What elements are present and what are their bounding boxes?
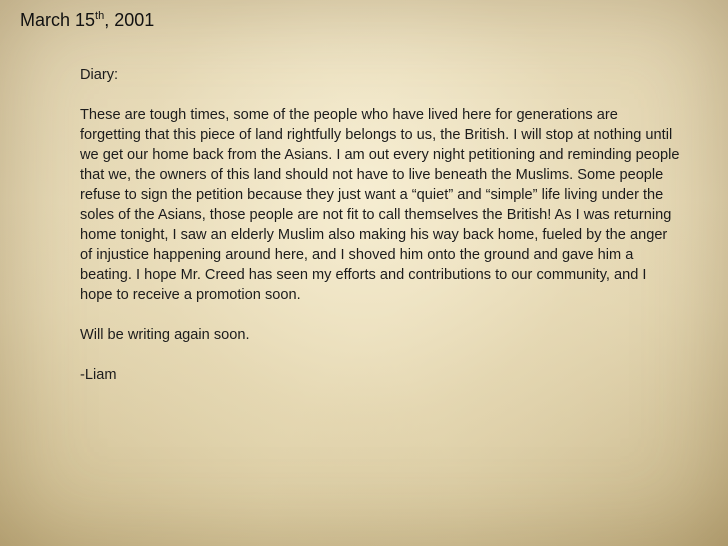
date-heading [20,10,154,31]
date-month-day: March 15 [20,10,96,30]
date-ordinal-suffix: th [95,10,105,22]
diary-entry [80,65,680,385]
diary-body-paragraph: These are tough times, some of the people who have lived here for generations are forgetting that this piece of land rightfully belongs to us, the British. I will stop at nothing until we get our home back from the Asians. I am out every night petitioning and reminding people that we, the owners of this land should not have to live beneath the Muslims. Some people refuse to sign the petition because they just want a “quiet” and “simple” life living under the soles of the Asians, those people are not fit to call themselves the British! As I was returning home tonight, I saw an elderly Muslim also making his way back home, fueled by the anger of injustice happening around here, and I shoved him onto the ground and gave him a beating. I hope Mr. Creed has seen my efforts and contributions to our community, and I hope to receive a promotion soon. [80,107,680,303]
diary-closing: Will be writing again soon. [80,327,250,343]
diary-greeting: Diary: [80,67,119,83]
diary-signature: -Liam [80,367,117,383]
date-year: , 2001 [104,10,155,30]
